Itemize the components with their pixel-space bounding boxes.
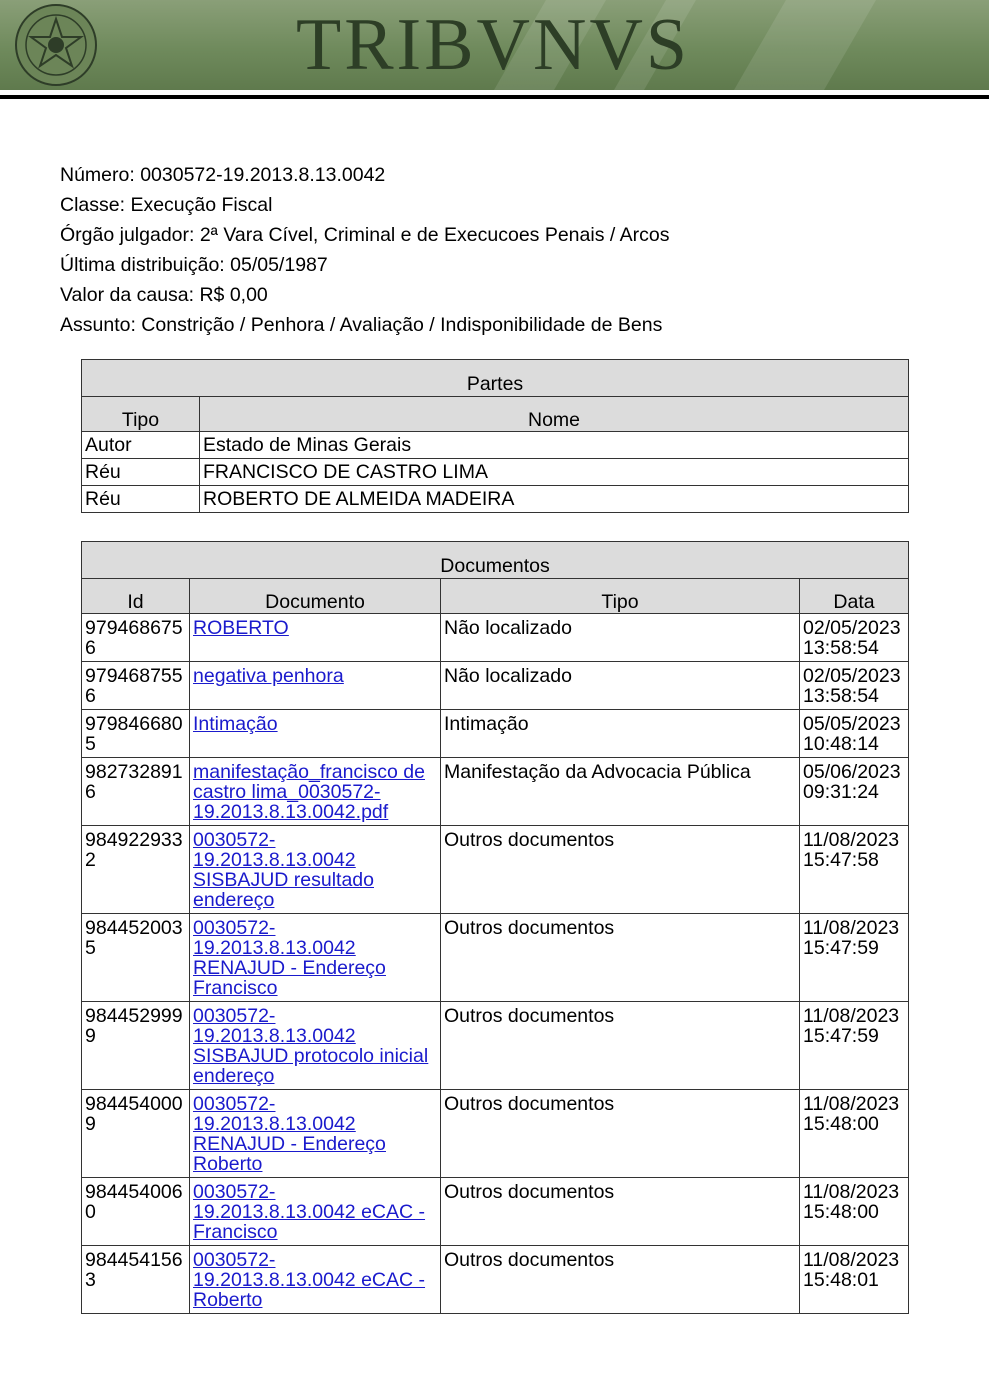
document-link-line[interactable]: 0030572- bbox=[193, 1181, 276, 1203]
document-data-line: 05/06/2023 bbox=[803, 761, 901, 783]
document-link-line[interactable]: 19.2013.8.13.0042 bbox=[193, 937, 356, 959]
document-row bbox=[82, 710, 909, 758]
document-data bbox=[800, 1090, 909, 1178]
document-id-line: 6 bbox=[85, 685, 96, 707]
party-row bbox=[82, 486, 909, 513]
document-id-line: 979468755 bbox=[85, 665, 183, 687]
document-link-line[interactable]: 19.2013.8.13.0042.pdf bbox=[193, 801, 389, 823]
document-link-line[interactable]: 0030572- bbox=[193, 1093, 276, 1115]
document-link[interactable] bbox=[193, 830, 437, 910]
documents-col-data: Data bbox=[800, 579, 909, 614]
document-data-line: 02/05/2023 bbox=[803, 617, 901, 639]
document-id bbox=[82, 662, 190, 710]
last-distribution: Última distribuição: 05/05/1987 bbox=[60, 254, 328, 276]
document-data bbox=[800, 1178, 909, 1246]
document-link-line[interactable]: 0030572- bbox=[193, 917, 276, 939]
header-banner bbox=[0, 0, 989, 90]
party-row bbox=[82, 432, 909, 459]
document-data-line: 11/08/2023 bbox=[803, 917, 900, 939]
parties-table bbox=[81, 359, 909, 513]
document-id bbox=[82, 614, 190, 662]
document-id bbox=[82, 1002, 190, 1090]
document-data-line: 02/05/2023 bbox=[803, 665, 901, 687]
parties-col-tipo: Tipo bbox=[82, 397, 200, 432]
document-link[interactable] bbox=[193, 918, 437, 998]
document-id-line: 984452003 bbox=[85, 917, 183, 939]
document-cell bbox=[190, 826, 441, 914]
document-link[interactable] bbox=[193, 714, 437, 734]
document-cell bbox=[190, 1178, 441, 1246]
process-info bbox=[60, 160, 669, 340]
document-id bbox=[82, 758, 190, 826]
document-tipo: Não localizado bbox=[441, 662, 800, 710]
document-data-line: 15:48:00 bbox=[803, 1201, 879, 1223]
document-tipo: Manifestação da Advocacia Pública bbox=[441, 758, 800, 826]
document-cell bbox=[190, 758, 441, 826]
document-link-line[interactable]: RENAJUD - Endereço bbox=[193, 1133, 386, 1155]
document-link-line[interactable]: ROBERTO bbox=[193, 617, 289, 639]
document-id-line: 984452999 bbox=[85, 1005, 183, 1027]
document-id bbox=[82, 1178, 190, 1246]
document-link-line[interactable]: endereço bbox=[193, 889, 275, 911]
document-data-line: 05/05/2023 bbox=[803, 713, 901, 735]
document-row bbox=[82, 662, 909, 710]
document-data bbox=[800, 914, 909, 1002]
document-data-line: 09:31:24 bbox=[803, 781, 879, 803]
document-id-line: 2 bbox=[85, 849, 96, 871]
document-link-line[interactable]: endereço bbox=[193, 1065, 275, 1087]
document-cell bbox=[190, 1090, 441, 1178]
document-id-line: 6 bbox=[85, 781, 96, 803]
document-link-line[interactable]: RENAJUD - Endereço bbox=[193, 957, 386, 979]
document-link-line[interactable]: SISBAJUD resultado bbox=[193, 869, 374, 891]
document-id-line: 982732891 bbox=[85, 761, 183, 783]
document-link[interactable] bbox=[193, 618, 437, 638]
document-link[interactable] bbox=[193, 762, 437, 822]
document-link[interactable] bbox=[193, 666, 437, 686]
document-id-line: 9 bbox=[85, 1113, 96, 1135]
coat-of-arms-seal-icon bbox=[12, 3, 100, 87]
document-link-line[interactable]: Intimação bbox=[193, 713, 278, 735]
document-link-line[interactable]: 0030572- bbox=[193, 829, 276, 851]
document-row bbox=[82, 914, 909, 1002]
document-link-line[interactable]: 19.2013.8.13.0042 bbox=[193, 849, 356, 871]
document-data-line: 13:58:54 bbox=[803, 637, 879, 659]
document-data-line: 15:48:01 bbox=[803, 1269, 879, 1291]
document-data bbox=[800, 662, 909, 710]
judging-body: Órgão julgador: 2ª Vara Cível, Criminal e de Execucoes Penais / Arcos bbox=[60, 224, 670, 246]
document-data bbox=[800, 710, 909, 758]
parties-col-nome: Nome bbox=[200, 397, 909, 432]
party-nome: ROBERTO DE ALMEIDA MADEIRA bbox=[200, 486, 909, 513]
document-row bbox=[82, 1246, 909, 1314]
document-link-line[interactable]: Francisco bbox=[193, 977, 278, 999]
case-value: Valor da causa: R$ 0,00 bbox=[60, 284, 268, 306]
brand-title: TRIBVNVS bbox=[296, 4, 691, 86]
case-subject: Assunto: Constrição / Penhora / Avaliação / Indisponibilidade de Bens bbox=[60, 314, 663, 336]
documents-col-id: Id bbox=[82, 579, 190, 614]
document-id bbox=[82, 826, 190, 914]
document-id bbox=[82, 1246, 190, 1314]
party-nome: Estado de Minas Gerais bbox=[200, 432, 909, 459]
document-id-line: 979846680 bbox=[85, 713, 183, 735]
document-data-line: 15:47:59 bbox=[803, 1025, 879, 1047]
document-id-line: 6 bbox=[85, 637, 96, 659]
document-cell bbox=[190, 662, 441, 710]
document-data-line: 15:47:58 bbox=[803, 849, 879, 871]
document-id bbox=[82, 1090, 190, 1178]
document-data-line: 13:58:54 bbox=[803, 685, 879, 707]
document-data-line: 11/08/2023 bbox=[803, 1005, 900, 1027]
process-class: Classe: Execução Fiscal bbox=[60, 194, 273, 216]
document-data-line: 15:47:59 bbox=[803, 937, 879, 959]
document-link[interactable] bbox=[193, 1250, 437, 1310]
document-id bbox=[82, 914, 190, 1002]
document-id-line: 5 bbox=[85, 733, 96, 755]
document-id-line: 984454156 bbox=[85, 1249, 183, 1271]
document-tipo: Outros documentos bbox=[441, 1002, 800, 1090]
document-cell bbox=[190, 710, 441, 758]
party-tipo: Autor bbox=[82, 432, 200, 459]
document-data bbox=[800, 758, 909, 826]
document-id bbox=[82, 710, 190, 758]
document-id-line: 0 bbox=[85, 1201, 96, 1223]
party-nome: FRANCISCO DE CASTRO LIMA bbox=[200, 459, 909, 486]
documents-title: Documentos bbox=[82, 542, 909, 579]
document-tipo: Intimação bbox=[441, 710, 800, 758]
documents-col-documento: Documento bbox=[190, 579, 441, 614]
document-row bbox=[82, 758, 909, 826]
document-link-line[interactable]: Roberto bbox=[193, 1153, 263, 1175]
document-data bbox=[800, 1002, 909, 1090]
document-link-line[interactable]: 0030572- bbox=[193, 1005, 276, 1027]
document-data-line: 11/08/2023 bbox=[803, 1181, 900, 1203]
documents-table bbox=[81, 541, 909, 1314]
parties-title: Partes bbox=[82, 360, 909, 397]
documents-col-tipo: Tipo bbox=[441, 579, 800, 614]
document-link-line[interactable]: 19.2013.8.13.0042 bbox=[193, 1113, 356, 1135]
document-row bbox=[82, 1178, 909, 1246]
document-link-line[interactable]: manifestação_francisco de bbox=[193, 761, 425, 783]
document-id-line: 984454006 bbox=[85, 1181, 183, 1203]
document-link-line[interactable]: negativa penhora bbox=[193, 665, 344, 687]
document-id-line: 984454000 bbox=[85, 1093, 183, 1115]
document-data bbox=[800, 1246, 909, 1314]
document-link-line[interactable]: 19.2013.8.13.0042 eCAC - bbox=[193, 1201, 426, 1223]
document-id-line: 9 bbox=[85, 1025, 96, 1047]
process-number: Número: 0030572-19.2013.8.13.0042 bbox=[60, 164, 386, 186]
document-cell bbox=[190, 1002, 441, 1090]
document-cell bbox=[190, 1246, 441, 1314]
document-cell bbox=[190, 614, 441, 662]
document-link[interactable] bbox=[193, 1094, 437, 1174]
header-rule bbox=[0, 95, 989, 99]
document-link-line[interactable]: castro lima_0030572- bbox=[193, 781, 381, 803]
document-id-line: 5 bbox=[85, 937, 96, 959]
document-row bbox=[82, 826, 909, 914]
document-id-line: 3 bbox=[85, 1269, 96, 1291]
party-tipo: Réu bbox=[82, 486, 200, 513]
document-data-line: 11/08/2023 bbox=[803, 829, 900, 851]
party-tipo: Réu bbox=[82, 459, 200, 486]
document-link-line[interactable]: 19.2013.8.13.0042 eCAC - bbox=[193, 1269, 426, 1291]
document-link-line[interactable]: Francisco bbox=[193, 1221, 278, 1243]
document-tipo: Outros documentos bbox=[441, 1178, 800, 1246]
document-data bbox=[800, 826, 909, 914]
document-cell bbox=[190, 914, 441, 1002]
document-row bbox=[82, 1090, 909, 1178]
document-link-line[interactable]: 0030572- bbox=[193, 1249, 276, 1271]
document-data-line: 10:48:14 bbox=[803, 733, 879, 755]
document-tipo: Outros documentos bbox=[441, 914, 800, 1002]
document-tipo: Não localizado bbox=[441, 614, 800, 662]
document-data-line: 11/08/2023 bbox=[803, 1249, 900, 1271]
document-id-line: 979468675 bbox=[85, 617, 183, 639]
document-tipo: Outros documentos bbox=[441, 1090, 800, 1178]
document-row bbox=[82, 614, 909, 662]
document-data-line: 15:48:00 bbox=[803, 1113, 879, 1135]
document-tipo: Outros documentos bbox=[441, 826, 800, 914]
document-link[interactable] bbox=[193, 1182, 437, 1242]
document-link-line[interactable]: SISBAJUD protocolo inicial bbox=[193, 1045, 429, 1067]
document-tipo: Outros documentos bbox=[441, 1246, 800, 1314]
document-link-line[interactable]: 19.2013.8.13.0042 bbox=[193, 1025, 356, 1047]
document-link[interactable] bbox=[193, 1006, 437, 1086]
party-row bbox=[82, 459, 909, 486]
document-data-line: 11/08/2023 bbox=[803, 1093, 900, 1115]
document-row bbox=[82, 1002, 909, 1090]
document-data bbox=[800, 614, 909, 662]
document-link-line[interactable]: Roberto bbox=[193, 1289, 263, 1311]
document-id-line: 984922933 bbox=[85, 829, 183, 851]
